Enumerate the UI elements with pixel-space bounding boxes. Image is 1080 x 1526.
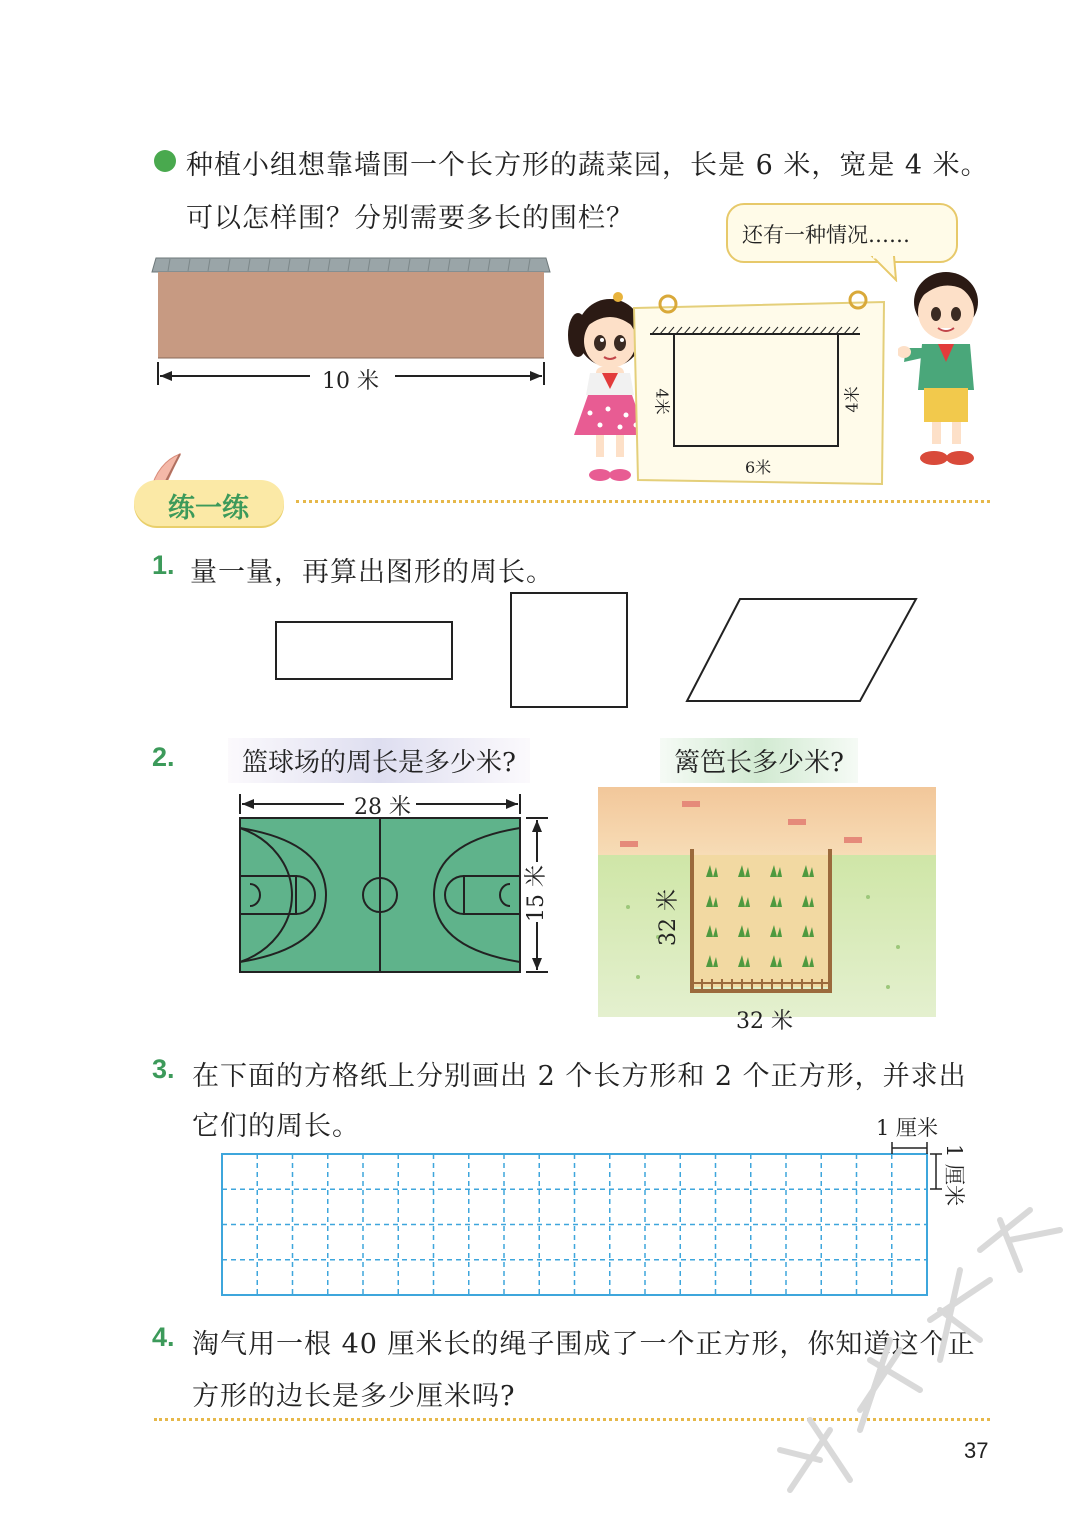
q3-number: 3. xyxy=(152,1054,175,1084)
q1-shapes xyxy=(270,588,930,713)
speech-bubble-tail-icon xyxy=(870,256,900,282)
q3-line2: 它们的周长。 xyxy=(192,1111,360,1142)
fence-garden-illustration xyxy=(598,787,936,1017)
q1-text: 量一量，再算出图形的周长。 xyxy=(190,557,554,588)
q1-square xyxy=(511,593,627,707)
fence-side-label: 32 米 xyxy=(656,889,681,946)
court-width-label: 15 米 xyxy=(524,865,549,922)
sketch-left-label: 4米 xyxy=(652,388,672,415)
sketch-right-label: 4米 xyxy=(842,386,862,413)
q1-parallelogram xyxy=(687,599,916,701)
boy-illustration xyxy=(898,262,990,472)
court-length-label: 28 米 xyxy=(354,795,411,820)
practice-divider xyxy=(296,500,990,503)
q3-line1: 在下面的方格纸上分别画出 2 个长方形和 2 个正方形，并求出 xyxy=(192,1061,967,1092)
speech-bubble xyxy=(726,203,958,263)
grid-unit-vertical-label: 1 厘米 xyxy=(942,1143,967,1207)
practice-badge xyxy=(134,480,284,526)
bullet-icon xyxy=(154,150,176,172)
q4-line2: 方形的边长是多少厘米吗? xyxy=(192,1381,516,1412)
practice-title: 练一练 xyxy=(168,493,249,523)
q2-label-a: 篮球场的周长是多少米? xyxy=(228,738,530,783)
q2-label-b: 篱笆长多少米? xyxy=(660,738,858,783)
q1-rectangle xyxy=(276,622,452,679)
sketch-bottom-label: 6米 xyxy=(745,458,772,477)
problem-intro-line1: 种植小组想靠墙围一个长方形的蔬菜园，长是 6 米，宽是 4 米。 xyxy=(186,150,989,181)
q1-number: 1. xyxy=(152,550,175,580)
fence-bottom-label: 32 米 xyxy=(736,1009,793,1034)
problem-intro-line2: 可以怎样围？分别需要多长的围栏？ xyxy=(186,203,634,234)
publisher-watermark xyxy=(760,1190,1070,1510)
grid-unit-horizontal-label: 1 厘米 xyxy=(876,1116,939,1140)
page-number: 37 xyxy=(964,1438,989,1463)
q2-number: 2. xyxy=(152,742,175,772)
speech-bubble-text: 还有一种情况…… xyxy=(742,223,910,247)
q4-line1: 淘气用一根 40 厘米长的绳子围成了一个正方形，你知道这个正 xyxy=(192,1329,976,1360)
wall-length-label: 10 米 xyxy=(322,369,379,394)
q4-number: 4. xyxy=(152,1322,175,1352)
